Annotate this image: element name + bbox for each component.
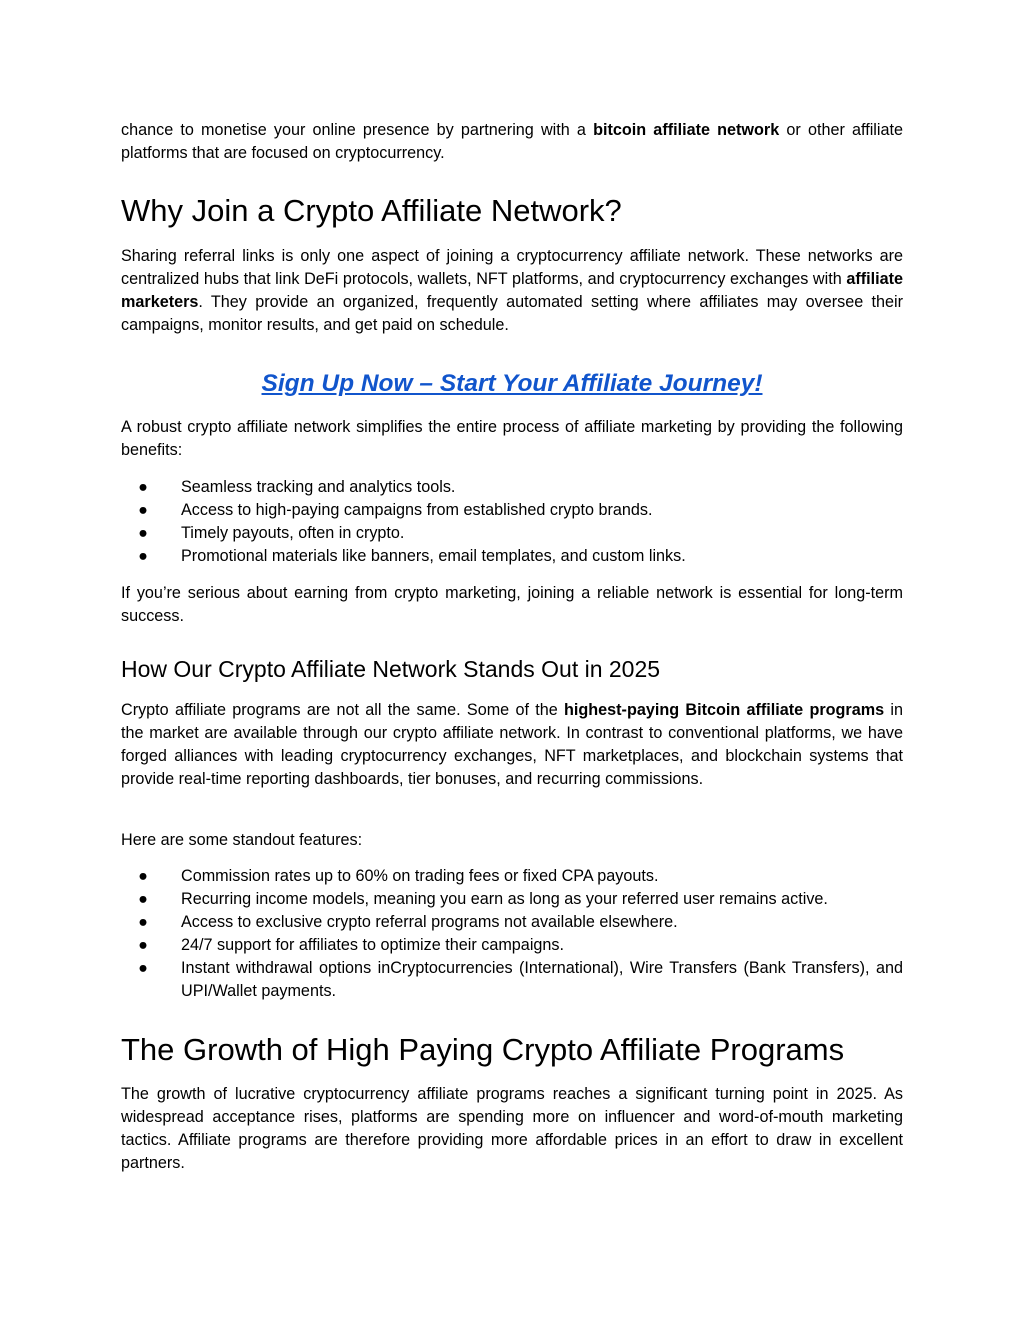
list-item bbox=[121, 476, 903, 499]
list-item-text: Commission rates up to 60% on trading fees or fixed CPA payouts. bbox=[181, 867, 659, 885]
section1-para1-end: . They provide an organized, frequently automated setting where affiliates may oversee their campaigns, monitor results, and get paid on schedule. bbox=[121, 293, 903, 334]
bullet-icon: ● bbox=[138, 913, 148, 931]
section2-heading: How Our Crypto Affiliate Network Stands Out in 2025 bbox=[121, 656, 661, 682]
section2-paragraph-2: Here are some standout features: bbox=[121, 831, 363, 849]
list-item bbox=[121, 522, 903, 545]
list-item bbox=[121, 499, 903, 522]
section2-paragraph-1 bbox=[121, 699, 903, 791]
section1-para1-bold: affiliate marketers bbox=[121, 270, 903, 311]
bullet-icon: ● bbox=[138, 890, 148, 908]
list-item-text: Access to exclusive crypto referral programs not available elsewhere. bbox=[181, 913, 678, 931]
list-item bbox=[121, 865, 903, 888]
list-item-text: 24/7 support for affiliates to optimize their campaigns. bbox=[181, 936, 565, 954]
section2-para1-end: in the market are available through our crypto affiliate network. In contrast to conventional platforms, we have forged alliances with leading cryptocurrency exchanges, NFT marketplaces, and blockchain systems that provide real-time reporting dashboards, tier bonuses, and recurring commissions. bbox=[121, 701, 903, 788]
bullet-icon: ● bbox=[138, 524, 148, 542]
section3-paragraph-1: The growth of lucrative cryptocurrency affiliate programs reaches a significant turning point in 2025. As widespread acceptance rises, platforms are spending more on influencer and word-of-mouth marketing tactics. Affiliate programs are therefore providing more affordable prices in an effort to draw in excellent partners. bbox=[121, 1085, 903, 1172]
list-item-text: Seamless tracking and analytics tools. bbox=[181, 478, 456, 496]
section1-paragraph-1 bbox=[121, 245, 903, 337]
bullet-icon: ● bbox=[138, 936, 148, 954]
list-item bbox=[121, 934, 903, 957]
benefits-list bbox=[121, 476, 903, 568]
intro-text-start: chance to monetise your online presence by partnering with a bbox=[121, 121, 594, 139]
list-item bbox=[121, 545, 903, 568]
signup-cta bbox=[121, 368, 903, 400]
list-item-text: Promotional materials like banners, email templates, and custom links. bbox=[181, 547, 686, 565]
section1-para1-start: Sharing referral links is only one aspect of joining a cryptocurrency affiliate network. These networks are centralized hubs that link DeFi protocols, wallets, NFT platforms, and cryptocurrency exchanges with bbox=[121, 247, 903, 288]
list-item bbox=[121, 957, 903, 1003]
list-item bbox=[121, 888, 903, 911]
intro-text-end: or other affiliate platforms that are focused on cryptocurrency. bbox=[121, 121, 903, 162]
section2-para1-start: Crypto affiliate programs are not all the same. Some of the bbox=[121, 701, 564, 719]
section1-paragraph-3: If you’re serious about earning from crypto marketing, joining a reliable network is essential for long-term success. bbox=[121, 584, 903, 625]
features-list bbox=[121, 865, 903, 1003]
list-item-text: Recurring income models, meaning you earn as long as your referred user remains active. bbox=[181, 890, 828, 908]
bullet-icon: ● bbox=[138, 547, 148, 565]
bullet-icon: ● bbox=[138, 478, 148, 496]
list-item-text: Timely payouts, often in crypto. bbox=[181, 524, 405, 542]
section1-heading: Why Join a Crypto Affiliate Network? bbox=[121, 193, 622, 228]
section2-para1-bold: highest-paying Bitcoin affiliate programs bbox=[564, 701, 885, 719]
bullet-icon: ● bbox=[138, 501, 148, 519]
section3-heading: The Growth of High Paying Crypto Affiliate Programs bbox=[121, 1032, 845, 1067]
bullet-icon: ● bbox=[138, 867, 148, 885]
intro-bold-term: bitcoin affiliate network bbox=[593, 121, 780, 139]
list-item-text: Access to high-paying campaigns from established crypto brands. bbox=[181, 501, 653, 519]
intro-paragraph bbox=[121, 119, 903, 165]
signup-link[interactable]: Sign Up Now – Start Your Affiliate Journey! bbox=[261, 370, 763, 397]
section1-paragraph-2: A robust crypto affiliate network simplifies the entire process of affiliate marketing by providing the following benefits: bbox=[121, 418, 903, 459]
list-item bbox=[121, 911, 903, 934]
list-item-text: Instant withdrawal options inCryptocurrencies (International), Wire Transfers (Bank Transfers), and UPI/Wallet payments. bbox=[181, 959, 903, 1000]
bullet-icon: ● bbox=[138, 959, 148, 977]
